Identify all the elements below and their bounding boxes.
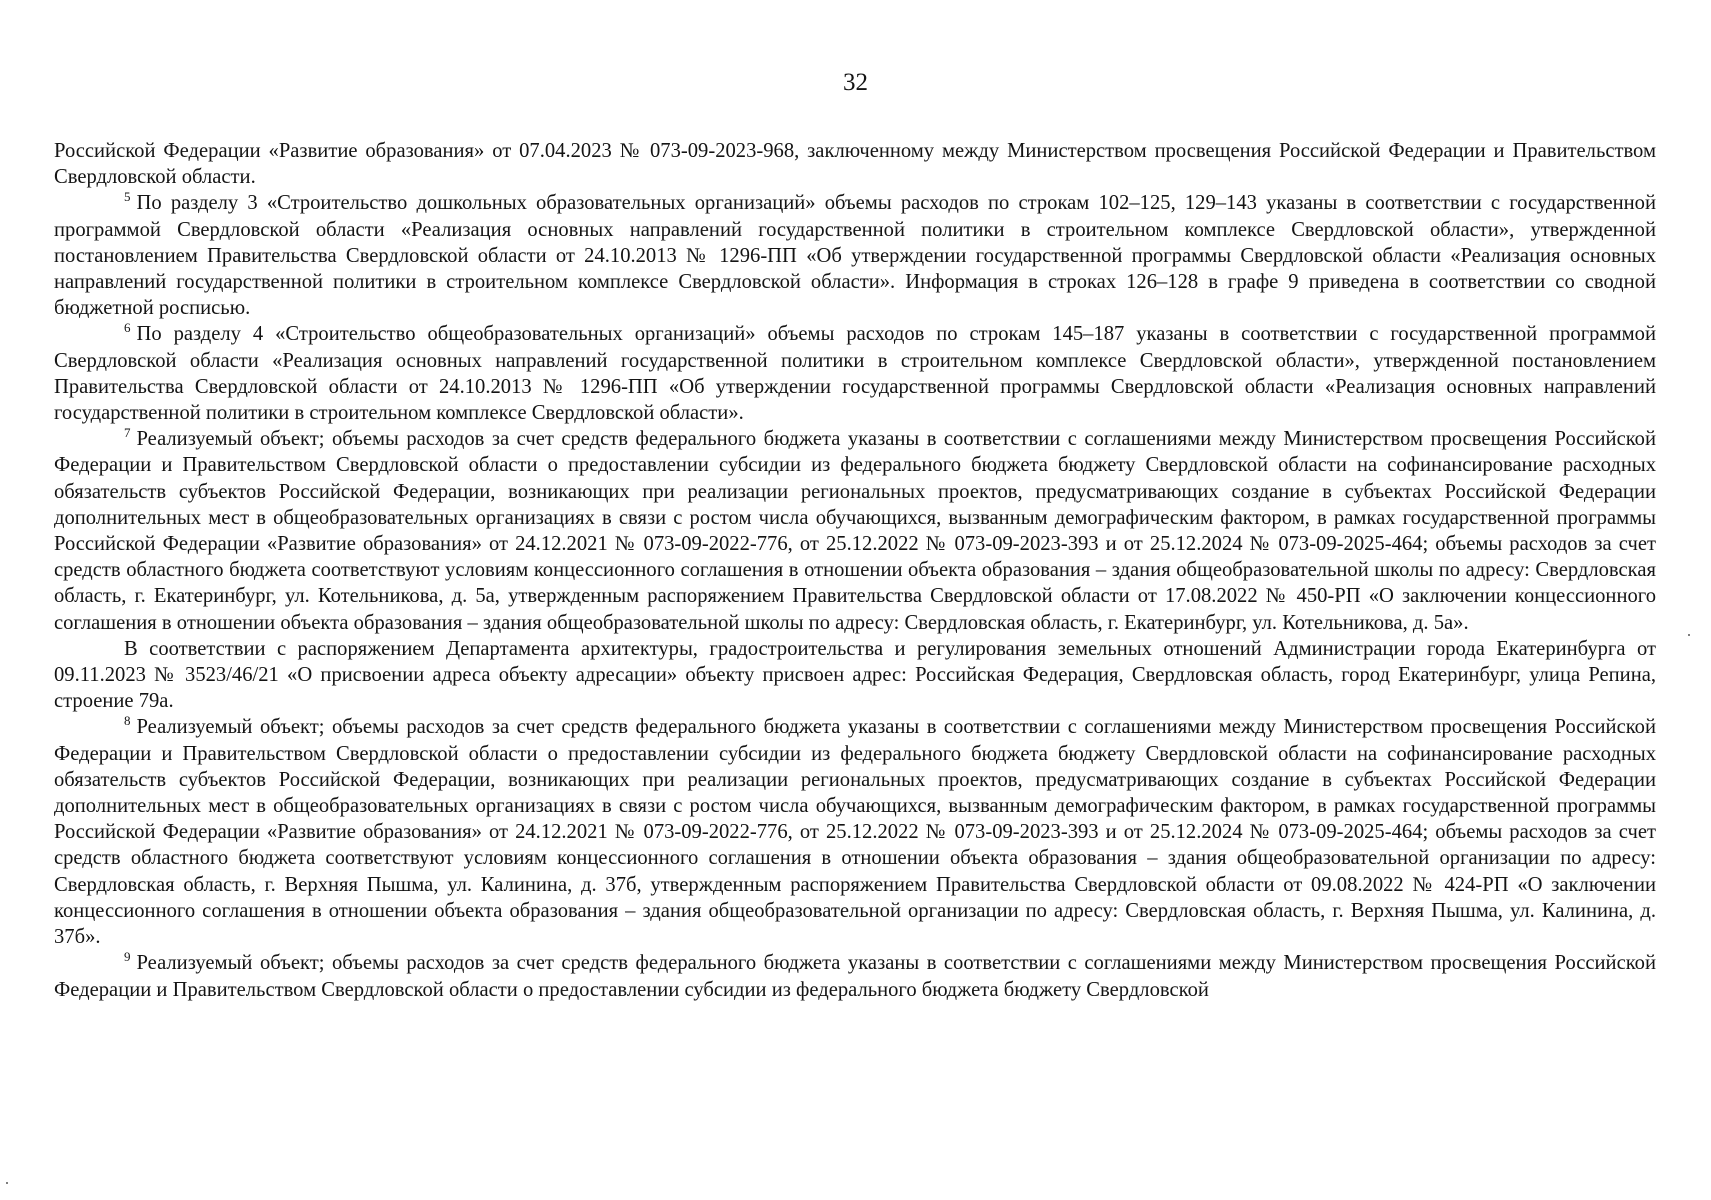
- scan-speck: [1688, 634, 1690, 636]
- footnote-marker: 7: [124, 425, 131, 441]
- page-number: 32: [843, 69, 868, 96]
- paragraph-text: По разделу 4 «Строительство общеобразовательных организаций» объемы расходов по строкам 145–187 указаны в соответствии с государственной программой Свердловской области «Реализация основных направлений государственной политики в строительном комплексе Свердловской области», утвержденной постановлением Правительства Свердловской области от 24.10.2013 № 1296-ПП «Об утверждении государственной программы Свердловской области «Реализация основных направлений государственной политики в строительном комплексе Свердловской области».: [54, 323, 1656, 425]
- paragraph-continuation: [54, 138, 1656, 190]
- footnote-7: [54, 426, 1656, 636]
- footnote-6: [54, 321, 1656, 426]
- footnote-marker: 8: [124, 713, 131, 729]
- footnote-8: [54, 714, 1656, 950]
- scan-speck: [6, 1182, 8, 1184]
- paragraph-text: В соответствии с распоряжением Департамента архитектуры, градостроительства и регулирования земельных отношений Администрации города Екатеринбурга от 09.11.2023 № 3523/46/21 «О присвоении адреса объекту адресации» объекту присвоен адрес: Российская Федерация, Свердловская область, город Екатеринбург, улица Репина, строение 79а.: [54, 637, 1656, 713]
- paragraph-text: Российской Федерации «Развитие образования» от 07.04.2023 № 073-09-2023-968, заключенному между Министерством просвещения Российской Федерации и Правительством Свердловской области.: [54, 140, 1656, 189]
- footnote-marker: 5: [124, 189, 131, 205]
- footnote-7-address-note: [54, 636, 1656, 715]
- paragraph-text: По разделу 3 «Строительство дошкольных образовательных организаций» объемы расходов по строкам 102–125, 129–143 указаны в соответствии с государственной программой Свердловской области «Реализация основных направлений государственной политики в строительном комплексе Свердловской области», утвержденной постановлением Правительства Свердловской области от 24.10.2013 № 1296-ПП «Об утверждении государственной программы Свердловской области «Реализация основных направлений государственной политики в строительном комплексе Свердловской области». Информация в строках 126–128 в графе 9 приведена в соответствии со сводной бюджетной росписью.: [54, 192, 1656, 320]
- paragraph-text: Реализуемый объект; объемы расходов за счет средств федерального бюджета указаны в соответствии с соглашениями между Министерством просвещения Российской Федерации и Правительством Свердловской области о предоставлении субсидии из федерального бюджета бюджету Свердловской: [54, 952, 1656, 1001]
- footnote-marker: 9: [124, 949, 131, 965]
- footnote-5: [54, 190, 1656, 321]
- footnote-9: [54, 950, 1656, 1002]
- footnote-marker: 6: [124, 320, 131, 336]
- paragraph-text: Реализуемый объект; объемы расходов за счет средств федерального бюджета указаны в соответствии с соглашениями между Министерством просвещения Российской Федерации и Правительством Свердловской области о предоставлении субсидии из федерального бюджета бюджету Свердловской области на софинансирование расходных обязательств субъектов Российской Федерации, возникающих при реализации региональных проектов, предусматривающих создание в субъектах Российской Федерации дополнительных мест в общеобразовательных организациях в связи с ростом числа обучающихся, вызванным демографическим фактором, в рамках государственной программы Российской Федерации «Развитие образования» от 24.12.2021 № 073-09-2022-776, от 25.12.2022 № 073-09-2023-393 и от 25.12.2024 № 073-09-2025-464; объемы расходов за счет средств областного бюджета соответствуют условиям концессионного соглашения в отношении объекта образования – здания общеобразовательной школы по адресу: Свердловская область, г. Екатеринбург, ул. Котельникова, д. 5а, утвержденным распоряжением Правительства Свердловской области от 17.08.2022 № 450-РП «О заключении концессионного соглашения в отношении объекта образования – здания общеобразовательной школы по адресу: Свердловская область, г. Екатеринбург, ул. Котельникова, д. 5а».: [54, 428, 1656, 634]
- paragraph-text: Реализуемый объект; объемы расходов за счет средств федерального бюджета указаны в соответствии с соглашениями между Министерством просвещения Российской Федерации и Правительством Свердловской области о предоставлении субсидии из федерального бюджета бюджету Свердловской области на софинансирование расходных обязательств субъектов Российской Федерации, возникающих при реализации региональных проектов, предусматривающих создание в субъектах Российской Федерации дополнительных мест в общеобразовательных организациях в связи с ростом числа обучающихся, вызванным демографическим фактором, в рамках государственной программы Российской Федерации «Развитие образования» от 24.12.2021 № 073-09-2022-776, от 25.12.2022 № 073-09-2023-393 и от 25.12.2024 № 073-09-2025-464; объемы расходов за счет средств областного бюджета соответствуют условиям концессионного соглашения в отношении объекта образования – здания общеобразовательной организации по адресу: Свердловская область, г. Верхняя Пышма, ул. Калинина, д. 37б, утвержденным распоряжением Правительства Свердловской области от 09.08.2022 № 424-РП «О заключении концессионного соглашения в отношении объекта образования – здания общеобразовательной организации по адресу: Свердловская область, г. Верхняя Пышма, ул. Калинина, д. 37б».: [54, 716, 1656, 949]
- document-body: [54, 138, 1656, 1003]
